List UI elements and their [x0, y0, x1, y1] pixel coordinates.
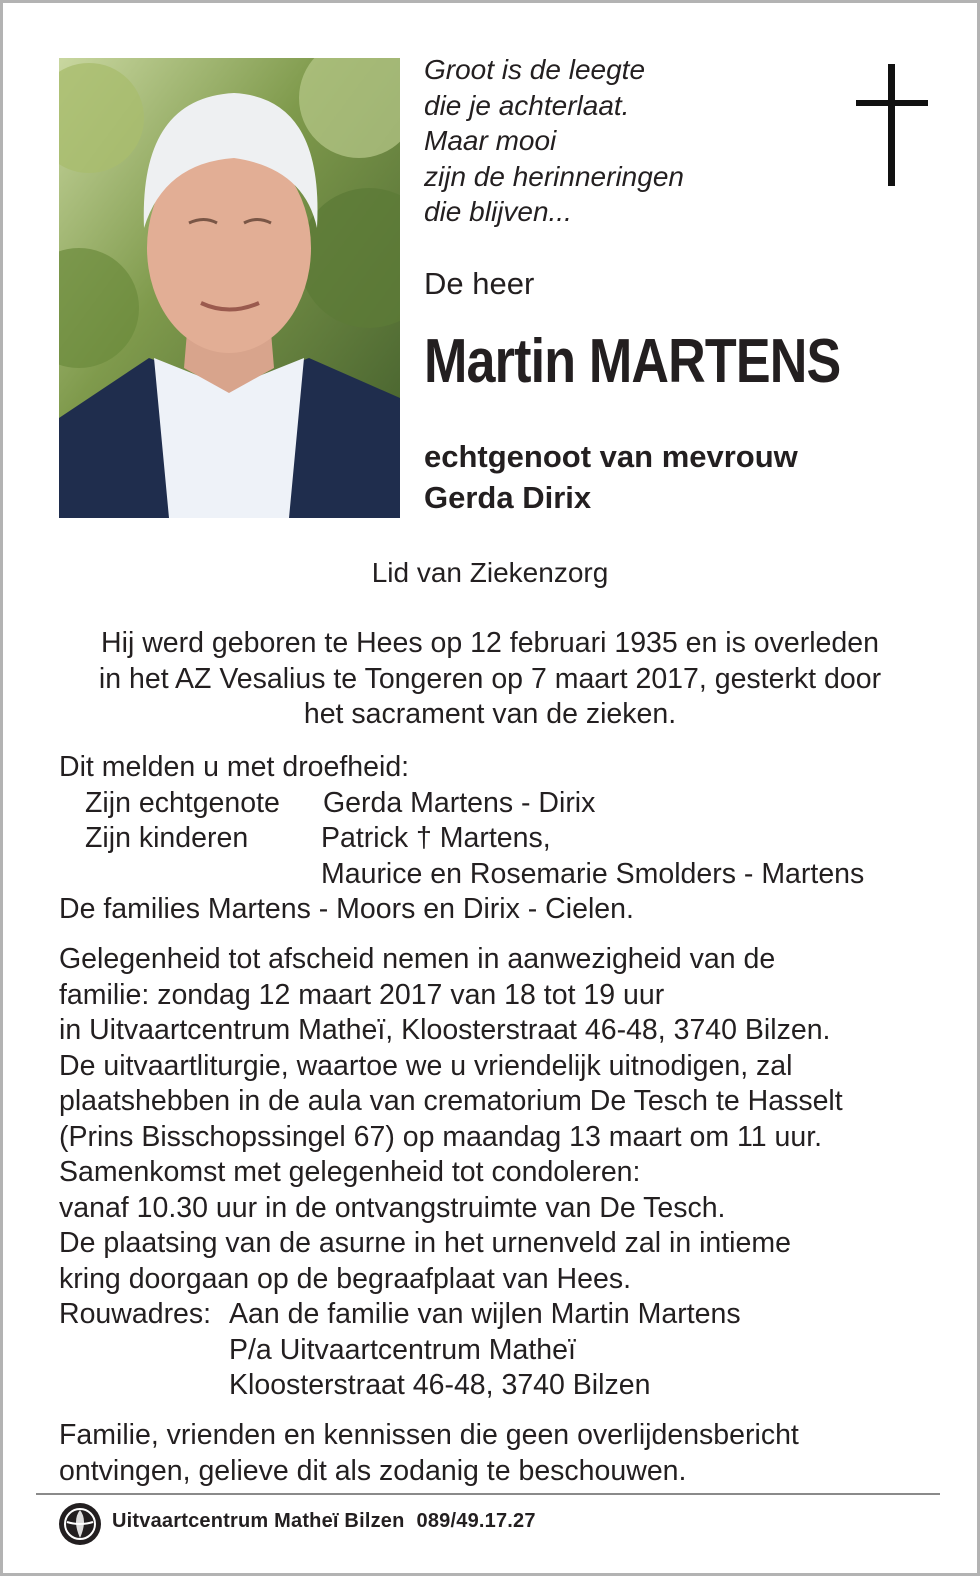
memorial-poem: [424, 52, 684, 230]
text-line: kring doorgaan op de begraafplaat van Hees.: [59, 1262, 631, 1295]
membership: Lid van Ziekenzorg: [371, 557, 609, 588]
closing-note: [59, 1418, 799, 1489]
text-line: (Prins Bisschopssingel 67) op maandag 13 maart om 11 uur.: [59, 1120, 823, 1153]
cross-icon: [856, 64, 928, 186]
text-line: het sacrament van de zieken.: [303, 698, 677, 730]
text-line: vanaf 10.30 uur in de ontvangstruimte van De Tesch.: [59, 1191, 726, 1224]
poem-line: zijn de herinneringen: [424, 160, 684, 192]
announcement-section: [59, 750, 939, 928]
address-label: Rouwadres:: [59, 1298, 212, 1330]
families-line: De families Martens - Moors en Dirix - Cielen.: [59, 893, 634, 925]
honorific: De heer: [424, 266, 535, 301]
child-entry: Maurice en Rosemarie Smolders - Martens: [321, 857, 865, 890]
poem-line: Groot is de leegte: [424, 54, 646, 85]
text-line: in het AZ Vesalius te Tongeren op 7 maart 2017, gesterkt door: [98, 662, 882, 695]
text-line: in Uitvaartcentrum Matheï, Kloosterstraat 46-48, 3740 Bilzen.: [59, 1014, 831, 1046]
spouse-name: Gerda Dirix: [424, 480, 592, 515]
children-label: Zijn kinderen: [85, 822, 249, 854]
poem-line: die je achterlaat.: [424, 89, 630, 121]
funeral-home-phone: 089/49.17.27: [416, 1510, 536, 1532]
spouse-line: echtgenoot van mevrouw: [424, 439, 798, 474]
birth-death-paragraph: [40, 626, 940, 733]
text-line: Gelegenheid tot afscheid nemen in aanwezigheid van de: [59, 943, 776, 975]
text-line: familie: zondag 12 maart 2017 van 18 tot 19 uur: [59, 978, 665, 1011]
footer-credit: [112, 1510, 536, 1533]
text-line: De uitvaartliturgie, waartoe we u vriendelijk uitnodigen, zal: [59, 1049, 793, 1082]
text-line: plaatshebben in de aula van crematorium De Tesch te Hasselt: [59, 1085, 843, 1117]
child-entry: Patrick † Martens,: [321, 822, 551, 854]
announcement-intro: Dit melden u met droefheid:: [59, 751, 410, 783]
address-line: P/a Uitvaartcentrum Matheï: [229, 1333, 576, 1366]
spouse-label: Zijn echtgenote: [85, 786, 280, 819]
footer-divider: [36, 1493, 940, 1495]
text-line: Hij werd geboren te Hees op 12 februari 1935 en is overleden: [101, 627, 879, 659]
portrait-photo: [59, 58, 400, 518]
spouse-value: Gerda Martens - Dirix: [323, 786, 596, 819]
spouse-info: [424, 436, 798, 518]
poem-line: die blijven...: [424, 196, 572, 227]
arrangements-section: [59, 942, 939, 1404]
text-line: ontvingen, gelieve dit als zodanig te beschouwen.: [59, 1454, 687, 1487]
text-line: Samenkomst met gelegenheid tot condoleren:: [59, 1156, 641, 1188]
address-line: Aan de familie van wijlen Martin Martens: [229, 1298, 741, 1330]
address-line: Kloosterstraat 46-48, 3740 Bilzen: [229, 1369, 651, 1401]
text-line: Familie, vrienden en kennissen die geen overlijdensbericht: [59, 1419, 799, 1451]
text-line: De plaatsing van de asurne in het urnenveld zal in intieme: [59, 1227, 791, 1259]
deceased-name: Martin MARTENS: [424, 327, 841, 396]
poem-line: Maar mooi: [424, 125, 557, 156]
funeral-home-logo-icon: [58, 1502, 102, 1546]
funeral-home-name: Uitvaartcentrum Matheï Bilzen: [112, 1510, 405, 1532]
